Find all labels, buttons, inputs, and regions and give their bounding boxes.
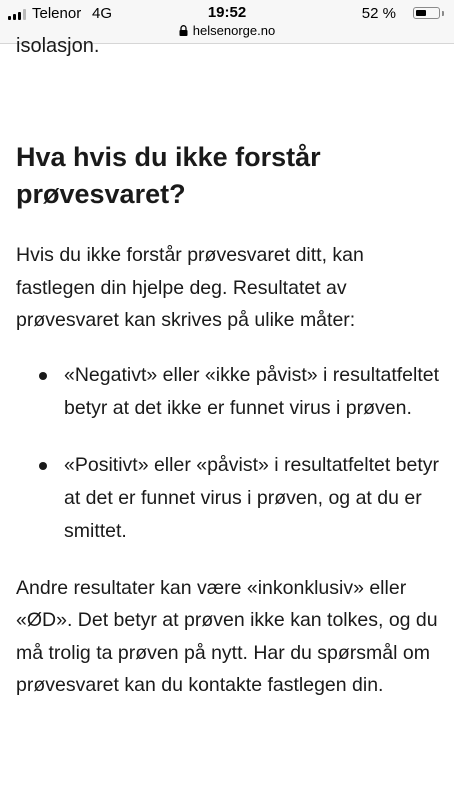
bullet-icon — [39, 372, 47, 380]
list-item — [16, 449, 441, 548]
carrier-name: Telenor — [32, 5, 82, 22]
battery-tip — [442, 11, 444, 16]
result-list — [16, 359, 441, 548]
article-content — [16, 30, 441, 702]
battery-icon — [413, 7, 440, 19]
clock: 19:52 — [207, 4, 247, 21]
battery-percentage: 52 % — [361, 5, 396, 22]
url-text: helsenorge.no — [192, 23, 276, 38]
battery-level-fill — [416, 10, 427, 16]
previous-paragraph-fragment: isolasjon. — [16, 35, 100, 57]
list-item — [16, 359, 441, 425]
list-item-text: «Negativt» eller «ikke påvist» i resultatfeltet betyr at det ikke er funnet virus i prøven. — [64, 363, 440, 419]
closing-paragraph: Andre resultater kan være «inkonklusiv» eller «ØD». Det betyr at prøven ikke kan tolkes, og du må trolig ta prøven på nytt. Har du spørsmål om prøvesvaret kan du kontakte fastlegen din. — [16, 576, 438, 696]
bullet-icon — [39, 462, 47, 470]
intro-paragraph: Hvis du ikke forstår prøvesvaret ditt, kan fastlegen din hjelpe deg. Resultatet av prøvesvaret kan skrives på ulike måter: — [16, 244, 364, 331]
list-item-text: «Positivt» eller «påvist» i resultatfeltet betyr at det er funnet virus i prøven, og at du er smittet. — [64, 453, 440, 542]
network-type: 4G — [92, 5, 113, 22]
section-heading: Hva hvis du ikke forstår prøvesvaret? — [16, 142, 321, 209]
